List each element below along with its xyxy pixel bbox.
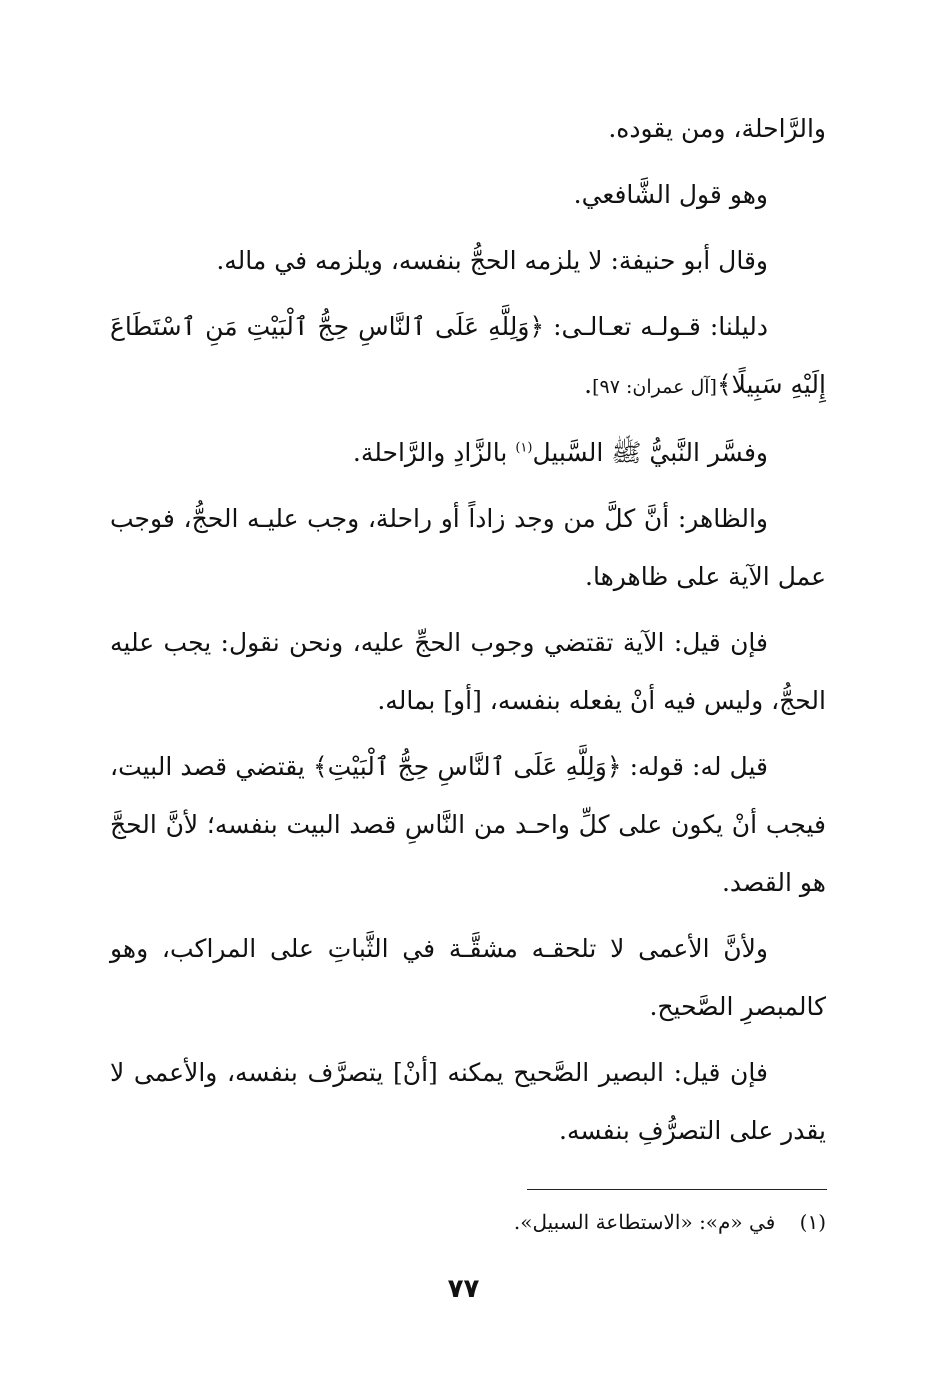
text-run: وهو قول الشَّافعي. bbox=[573, 180, 768, 209]
text-run: ولأنَّ الأعمى لا تلحقـه مشقَّـة في الثَّباتِ على المراكب، وهو كالمبصرِ الصَّحيح. bbox=[110, 934, 826, 1021]
footnote-number: (١) bbox=[799, 1210, 826, 1234]
footnote-text: في «م»: «الاستطاعة السبيل». bbox=[513, 1210, 776, 1234]
text-run: وفسَّر النَّبيُّ ﷺ السَّبيل bbox=[532, 438, 768, 467]
paragraph bbox=[110, 166, 826, 224]
text-run: والرَّاحلة، ومن يقوده. bbox=[608, 114, 826, 143]
quran-verse: ﴿وَلِلَّهِ عَلَى ٱلنَّاسِ حِجُّ ٱلْبَيْتِ مَنِ ٱسْتَطَاعَ إِلَيْهِ سَبِيلًا﴾ bbox=[110, 312, 826, 399]
text-run: والظاهر: أنَّ كلَّ من وجد زاداً أو راحلة، وجب عليـه الحجُّ، فوجب عمل الآية على ظاهرها. bbox=[110, 504, 826, 591]
text-run: دليلنا: قـولـه تعـالـى: bbox=[544, 312, 768, 341]
paragraph bbox=[110, 298, 826, 416]
text-run: وقال أبو حنيفة: لا يلزمه الحجُّ بنفسه، ويلزمه في ماله. bbox=[216, 246, 768, 275]
main-text bbox=[110, 100, 826, 1168]
paragraph bbox=[110, 614, 826, 730]
paragraph bbox=[110, 100, 826, 158]
footnote bbox=[110, 1202, 826, 1242]
text-run: فإن قيل: البصير الصَّحيح يمكنه [أنْ] يتصرَّف بنفسه، والأعمى لا يقدر على التصرُّفِ بنفسه. bbox=[110, 1058, 826, 1145]
text-run: بالزَّادِ والرَّاحلة. bbox=[352, 438, 516, 467]
text-run: قيل له: قوله: bbox=[621, 752, 768, 781]
paragraph bbox=[110, 738, 826, 912]
text-run: فإن قيل: الآية تقتضي وجوب الحجِّ عليه، ونحن نقول: يجب عليه الحجُّ، وليس فيه أنْ يفعله بنفسه، [أو] بماله. bbox=[110, 628, 826, 715]
text-run: يقتضي قصد البيت، فيجب أنْ يكون على كلِّ واحـد من النَّاسِ قصد البيت بنفسه؛ لأنَّ الحجَّ هو القصد. bbox=[110, 752, 826, 897]
paragraph bbox=[110, 1044, 826, 1160]
quran-verse: ﴿وَلِلَّهِ عَلَى ٱلنَّاسِ حِجُّ ٱلْبَيْتِ﴾ bbox=[312, 752, 622, 781]
verse-reference: [آل عمران: ٩٧] bbox=[592, 376, 717, 398]
page-number: ٧٧ bbox=[447, 1274, 480, 1304]
paragraph bbox=[110, 490, 826, 606]
text-run: . bbox=[584, 370, 593, 399]
paragraph bbox=[110, 920, 826, 1036]
paragraph bbox=[110, 232, 826, 290]
footnote-marker: (١) bbox=[515, 440, 533, 456]
footnote-divider bbox=[527, 1189, 827, 1190]
paragraph bbox=[110, 424, 826, 482]
